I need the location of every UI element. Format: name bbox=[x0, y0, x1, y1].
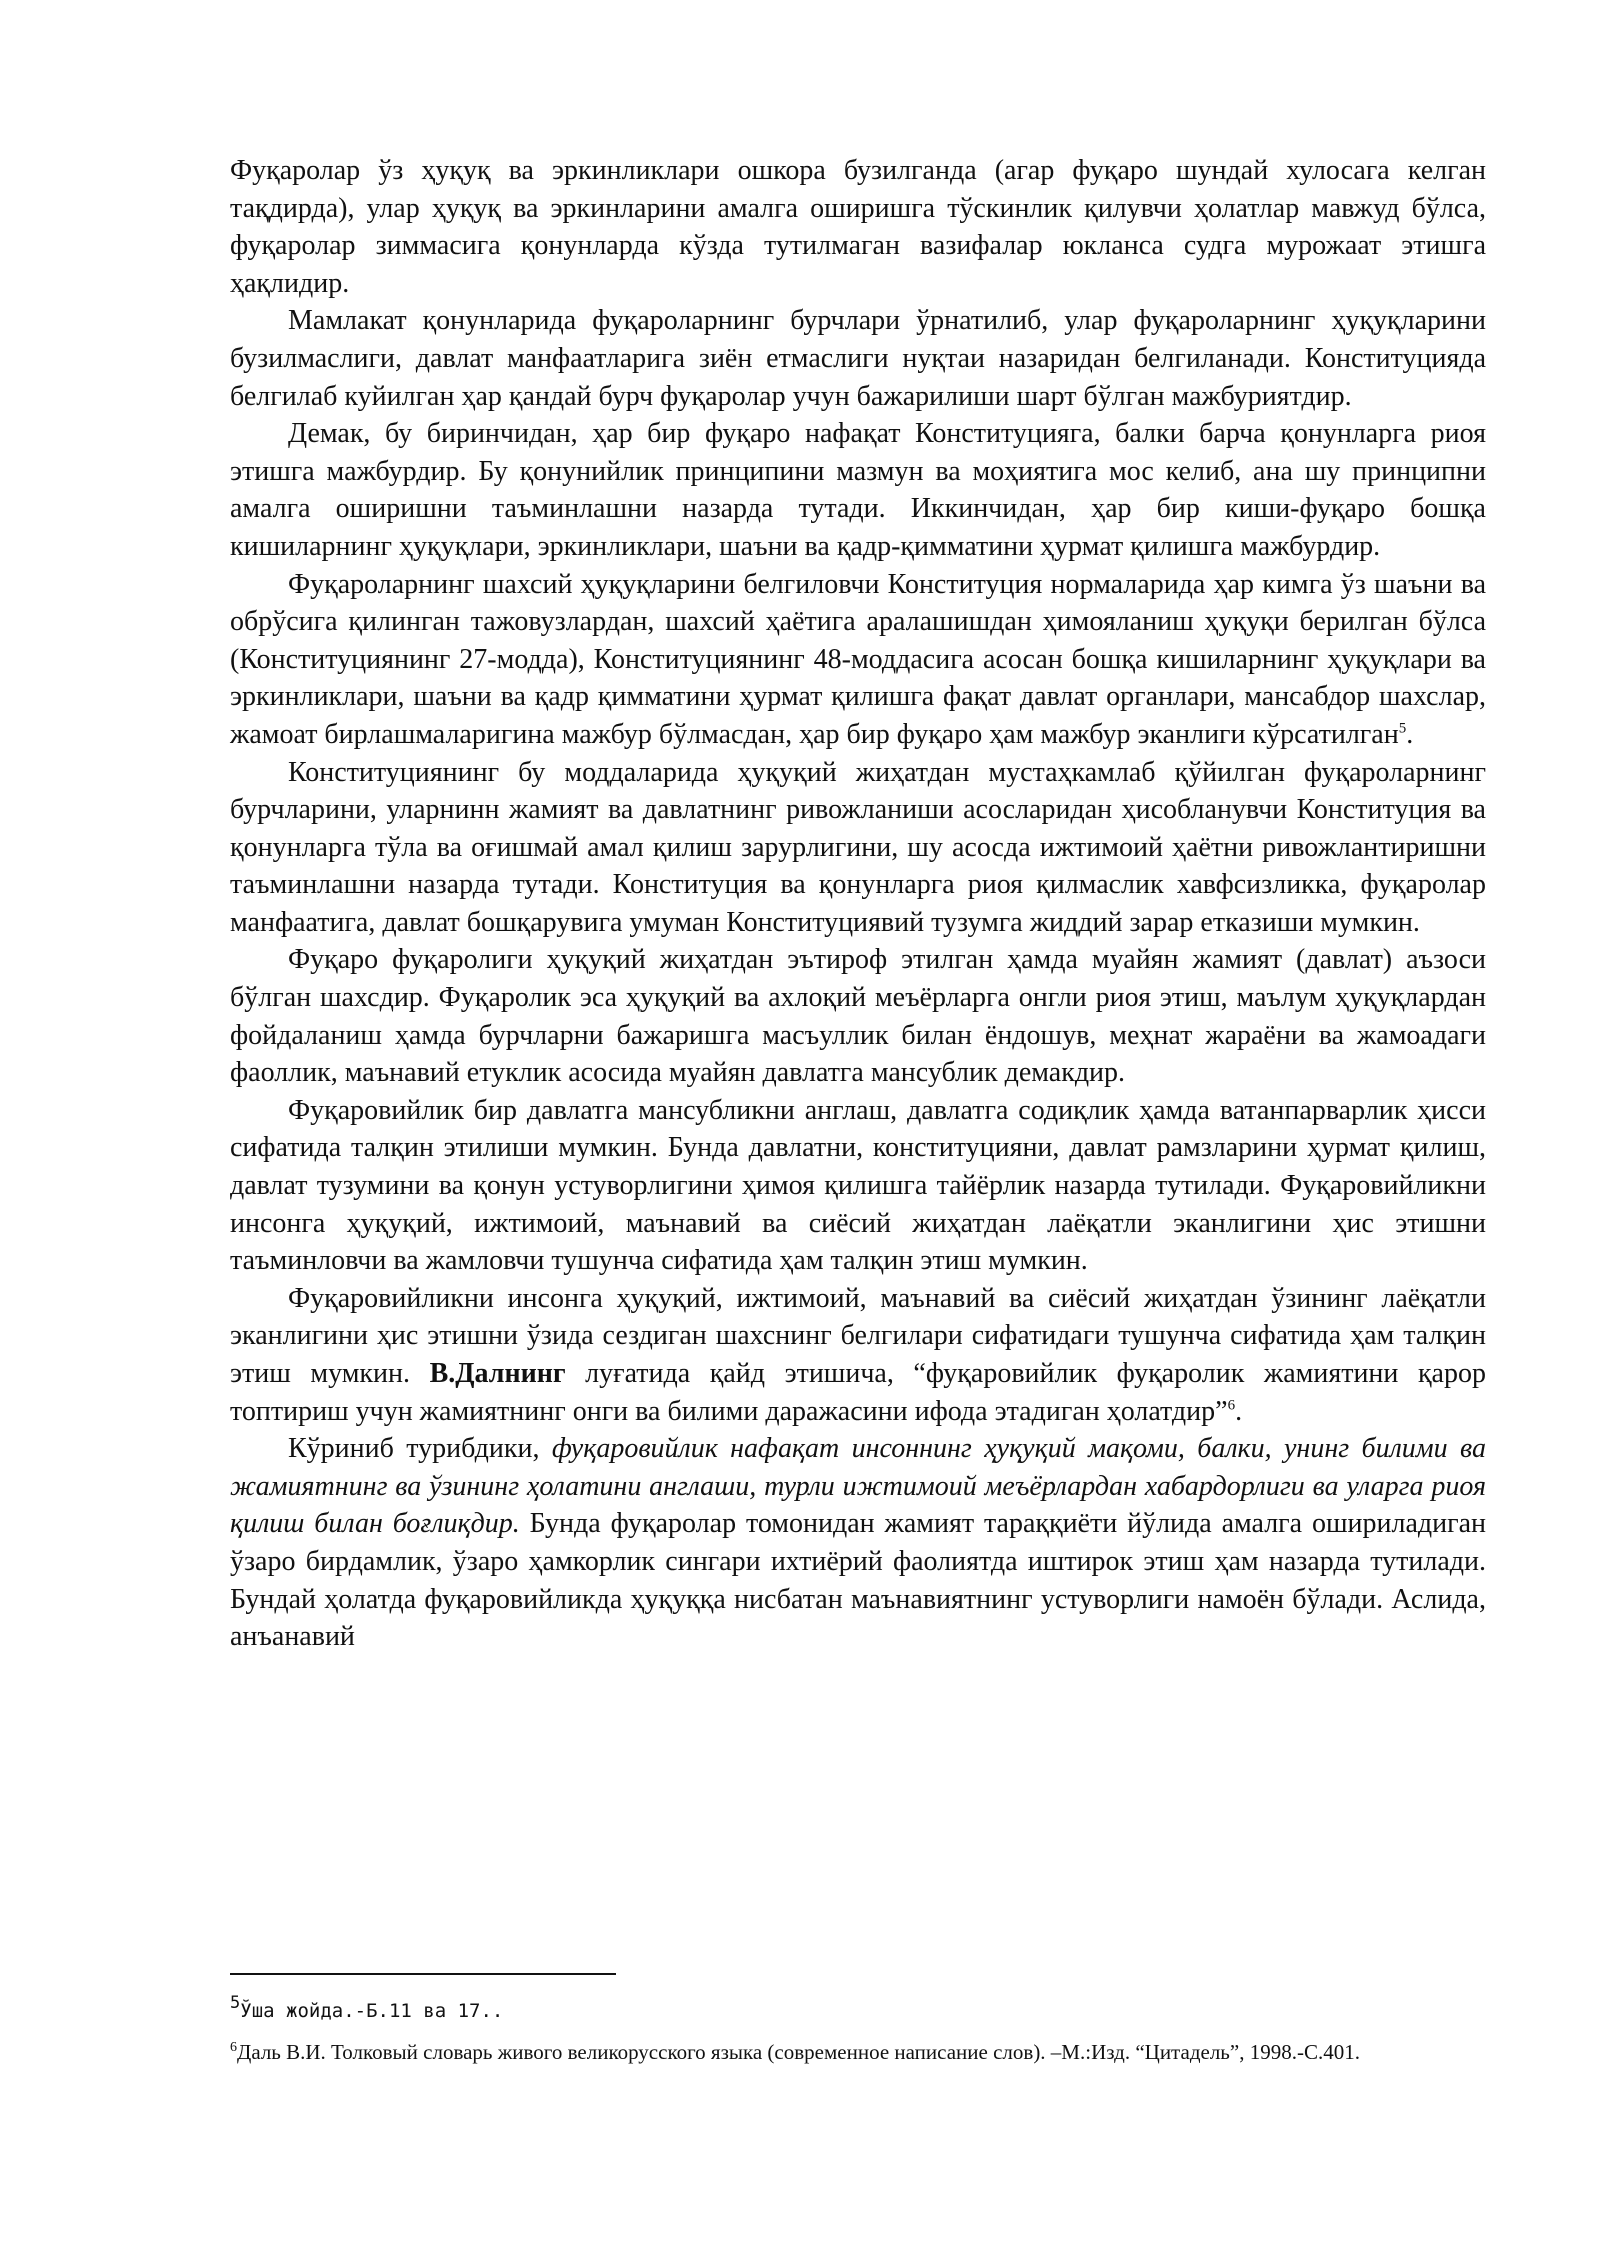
paragraph-4-end: . bbox=[1406, 718, 1414, 750]
paragraph-8 bbox=[230, 1280, 1486, 1430]
paragraph-3: Демак, бу биринчидан, ҳар бир фуқаро нафақат Конституцияга, балки барча қонунларга риоя этишга мажбурдир. Бу қонунийлик принципини мазмун ва моҳиятига мос келиб, ана шу принципни амалга оширишни таъминлашни назарда тутади. Иккинчидан, ҳар бир киши-фуқаро бошқа кишиларнинг ҳуқуқлари, эркинликлари, шаъни ва қадр-қимматини ҳурмат қилишга мажбурдир. bbox=[230, 418, 1486, 562]
paragraph-7: Фуқаровийлик бир давлатга мансубликни англаш, давлатга содиқлик ҳамда ватанпарварлик ҳисси сифатида талқин этилиши мумкин. Бунда давлатни, конституцияни, давлат рамзларини ҳурмат қилиш, давлат тузумини ва қонун устуворлигини ҳимоя қилишга тайёрлик назарда тутилади. Фуқаровийликни инсонга ҳуқуқий, ижтимоий, маънавий ва сиёсий жиҳатдан лаёқатли эканлигини ҳис этишни таъминловчи ва жамловчи тушунча сифатида ҳам талқин этиш мумкин. bbox=[230, 1094, 1486, 1277]
footnote-5-text: Ўша жойда.-Б.11 ва 17.. bbox=[240, 2000, 504, 2022]
paragraph-9 bbox=[230, 1430, 1486, 1656]
paragraph-4-text: Фуқароларнинг шахсий ҳуқуқларини белгиловчи Конституция нормаларида ҳар кимга ўз шаъни ва обрўсига қилинган тажовузлардан, шахсий ҳаётига аралашишдан ҳимояланиш ҳуқуқи берилган бўлса (Конституциянинг 27-модда), Конституциянинг 48-моддасига асосан бошқа кишиларнинг ҳуқуқлари ва эркинликлари, шаъни ва қадр қимматини ҳурмат қилишга фақат давлат органлари, мансабдор шахслар, жамоат бирлашмаларигина мажбур бўлмасдан, ҳар бир фуқаро ҳам мажбур эканлиги кўрсатилган bbox=[230, 568, 1486, 750]
footnote-5-number: 5 bbox=[230, 1993, 241, 2013]
paragraph-9-text-b: Бунда фуқаролар томонидан жамият тараққиёти йўлида амалга ошириладиган ўзаро бирдамлик, ўзаро ҳамкорлик сингари ихтиёрий фаолиятда иштирок этиш ҳам назарда тутилади. Бундай ҳолатда фуқаровийликда ҳуқуққа нисбатан маънавиятнинг устуворлиги намоён бўлади. Аслида, анъанавий bbox=[230, 1508, 1487, 1653]
footnote-6-text: Даль В.И. Толковый словарь живого великорусского языка (современное написание слов). –М.:Изд. “Цитадель”, 1998.-С.401. bbox=[237, 2040, 1360, 2064]
footnote-ref-6[interactable]: 6 bbox=[1227, 1397, 1236, 1414]
paragraph-1: Фуқаролар ўз ҳуқуқ ва эркинликлари ошкора бузилганда (агар фуқаро шундай хулосага келган тақдирда), улар ҳуқуқ ва эркинларини амалга оширишга тўскинлик қилувчи ҳолатлар мавжуд бўлса, фуқаролар зиммасига қонунларда кўзда тутилмаган вазифалар юкланса судга мурожаат этишга ҳақлидир. bbox=[230, 155, 1486, 299]
paragraph-9-text-a: Кўриниб турибдики, bbox=[288, 1433, 552, 1465]
footnotes bbox=[230, 1990, 1490, 2068]
footnote-6 bbox=[230, 2032, 1490, 2068]
paragraph-5: Конституциянинг бу моддаларида ҳуқуқий жиҳатдан мустаҳкамлаб қўйилган фуқароларнинг бурчларини, уларнинн жамият ва давлатнинг ривожланиши асосларидан ҳисобланувчи Конституция ва қонунларга тўла ва оғишмай амал қилиш зарурлигини, шу асосда ижтимоий ҳаётни ривожлантиришни таъминлашни назарда тутади. Конституция ва қонунларга риоя қилмаслик хавфсизликка, фуқаролар манфаатига, давлат бошқарувига умуман Конституциявий тузумга жиддий зарар етказиши мумкин. bbox=[230, 756, 1486, 938]
paragraph-8-text-b: луғатида қайд этишича, “фуқаровийлик фуқаролик жамиятини қарор топтириш учун жамиятнинг онги ва билими даражасини ифода этадиган ҳолатдир” bbox=[230, 1358, 1486, 1427]
paragraph-8-end: . bbox=[1235, 1395, 1243, 1427]
footnote-5 bbox=[230, 1990, 1490, 2024]
paragraph-4 bbox=[230, 566, 1486, 754]
paragraph-2: Мамлакат қонунларида фуқароларнинг бурчлари ўрнатилиб, улар фуқароларнинг ҳуқуқларини бузилмаслиги, давлат манфаатларига зиён етмаслиги нуқтаи назаридан белгиланади. Конституцияда белгилаб куйилган ҳар қандай бурч фуқаролар учун бажарилиши шарт бўлган мажбуриятдир. bbox=[230, 305, 1486, 412]
paragraph-9-italic: фуқаровийлик нафақат инсоннинг ҳуқуқий мақоми, балки, унинг билими ва жамиятнинг ва ўзининг ҳолатини англаши, турли ижтимоий меъёрлардан хабардорлиги ва уларга риоя қилиш билан боғлиқдир. bbox=[230, 1433, 1487, 1540]
paragraph-6: Фуқаро фуқаролиги ҳуқуқий жиҳатдан эътироф этилган ҳамда муайян жамият (давлат) аъзоси бўлган шахсдир. Фуқаролик эса ҳуқуқий ва ахлоқий меъёрларга онгли риоя этиш, маълум ҳуқуқлардан фойдаланиш ҳамда бурчларни бажаришга масъуллик билан ёндошув, меҳнат жараёни ва жамоадаги фаоллик, маънавий етуклик асосида муайян давлатга мансублик демакдир. bbox=[230, 944, 1486, 1089]
author-name-bold: В.Далнинг bbox=[429, 1358, 566, 1389]
footnote-6-number: 6 bbox=[230, 2040, 237, 2055]
footnote-ref-5[interactable]: 5 bbox=[1398, 720, 1407, 737]
footnote-separator bbox=[230, 1973, 616, 1975]
body-text bbox=[230, 152, 1486, 1656]
paragraph-8-text-a: Фуқаровийликни инсонга ҳуқуқий, ижтимоий, маънавий ва сиёсий жиҳатдан ўзининг лаёқатли эканлигини ҳис этишни ўзида сездиган шахснинг белгилари сифатидаги тушунча сифатида ҳам талқин этиш мумкин. bbox=[230, 1282, 1486, 1389]
